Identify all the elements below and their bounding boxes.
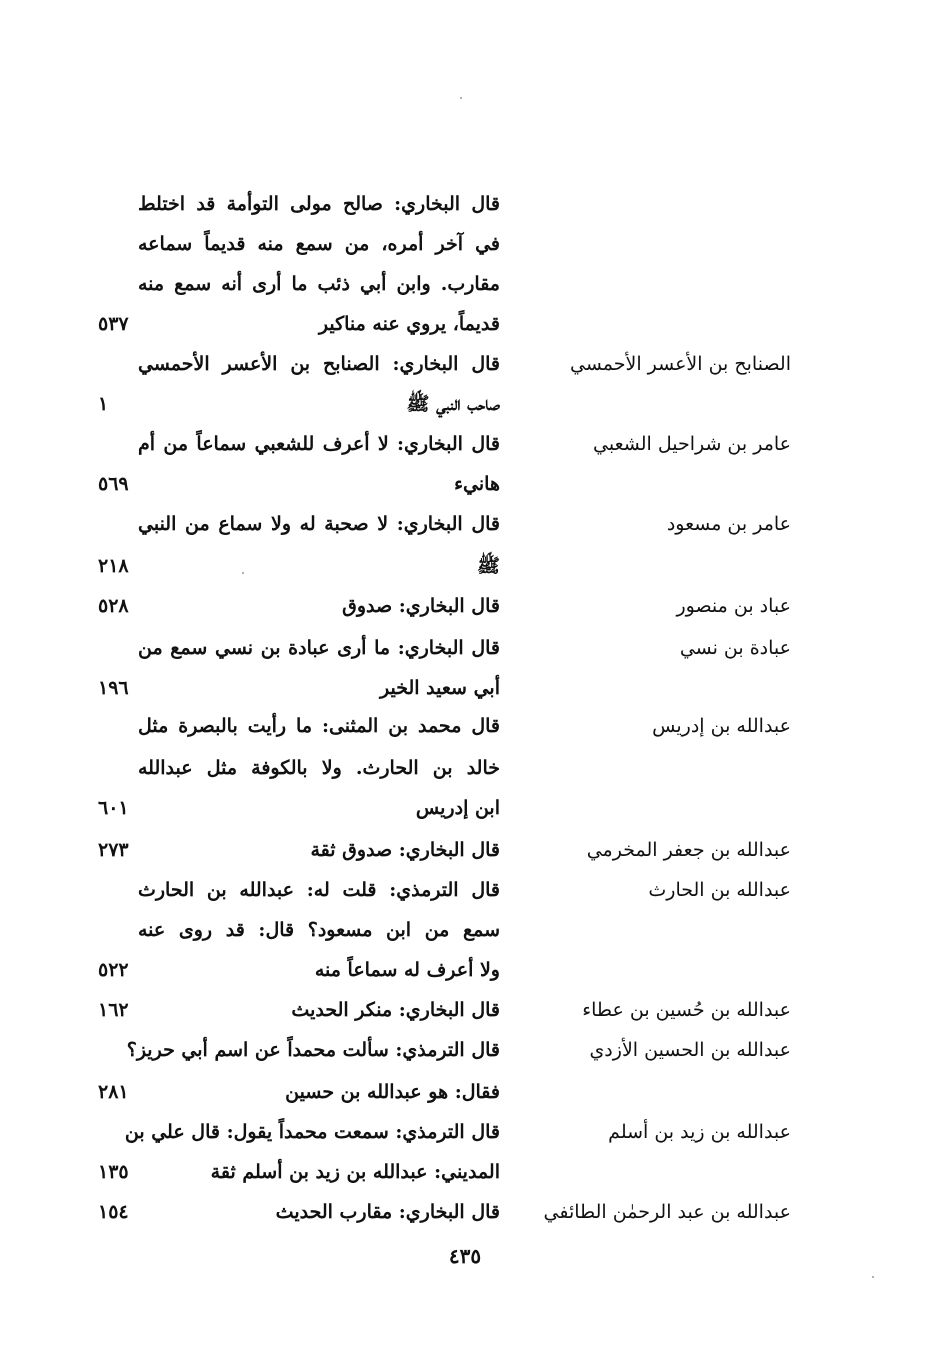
scan-speck xyxy=(242,572,244,574)
narrator-name: الصنابح بن الأعسر الأحمسي xyxy=(569,353,791,375)
reference-number: ٦٠١ xyxy=(98,797,129,819)
reference-number: ٥٢٢ xyxy=(98,959,129,981)
narrator-name: عامر بن شراحيل الشعبي xyxy=(593,433,791,455)
reference-number: ٢٨١ xyxy=(98,1081,129,1103)
quote-line: قال البخاري: لا صحبة له ولا سماع من النبي xyxy=(138,513,500,535)
quote-line: المديني: عبدالله بن زيد بن أسلم ثقة xyxy=(210,1161,500,1183)
reference-number: ٥٣٧ xyxy=(98,313,129,335)
reference-number: ١٦٢ xyxy=(98,999,129,1021)
narrator-name: عبدالله بن الحارث xyxy=(648,879,791,901)
quote-line: قال البخاري: صدوق xyxy=(342,595,500,617)
narrator-name: عبدالله بن عبد الرحمٰن الطائفي xyxy=(543,1201,791,1223)
quote-line: مقارب. وابن أبي ذئب ما أرى أنه سمع منه xyxy=(138,273,500,295)
quote-line: قال البخاري: ما أرى عبادة بن نسي سمع من xyxy=(138,637,500,659)
quote-line: هانيء xyxy=(454,473,500,495)
reference-number: ١٩٦ xyxy=(98,677,129,699)
reference-number: ٢٧٣ xyxy=(98,839,129,861)
page-number: ٤٣٥ xyxy=(448,1244,482,1268)
narrator-name: عباد بن منصور xyxy=(676,595,791,617)
reference-number: ١٣٥ xyxy=(98,1161,129,1183)
quote-line: قال الترمذي: سمعت محمداً يقول: قال علي بن xyxy=(124,1121,500,1143)
quote-line: أبي سعيد الخير xyxy=(380,677,500,699)
reference-number: ٥٢٨ xyxy=(98,595,129,617)
quote-line: قال البخاري: صدوق ثقة xyxy=(310,839,500,861)
reference-number: ١٥٤ xyxy=(98,1201,129,1223)
quote-line: صاحب النبي ﷺ xyxy=(406,393,500,415)
quote-line: ولا أعرف له سماعاً منه xyxy=(314,959,500,981)
narrator-name: عبدالله بن الحسين الأزدي xyxy=(589,1039,791,1061)
scan-speck xyxy=(872,1276,874,1278)
scan-speck xyxy=(460,97,462,99)
quote-line: قال البخاري: مقارب الحديث xyxy=(275,1201,500,1223)
narrator-name: عبدالله بن جعفر المخرمي xyxy=(586,839,791,861)
quote-line: سمع من ابن مسعود؟ قال: قد روى عنه xyxy=(138,919,500,941)
quote-line: قديماً، يروي عنه مناكير xyxy=(318,313,500,335)
quote-line: قال البخاري: لا أعرف للشعبي سماعاً من أم xyxy=(138,433,500,455)
quote-line: قال البخاري: صالح مولى التوأمة قد اختلط xyxy=(138,193,500,215)
quote-line: قال البخاري: الصنابح بن الأعسر الأحمسي xyxy=(138,353,500,375)
quote-line: خالد بن الحارث. ولا بالكوفة مثل عبدالله xyxy=(138,757,500,779)
quote-line: فقال: هو عبدالله بن حسين xyxy=(285,1081,500,1103)
narrator-name: عامر بن مسعود xyxy=(666,513,791,535)
quote-line: قال الترمذي: قلت له: عبدالله بن الحارث xyxy=(138,879,500,901)
quote-line: قال الترمذي: سألت محمداً عن اسم أبي حريز؟ xyxy=(126,1039,500,1061)
quote-line: ﷺ xyxy=(477,555,500,577)
quote-line: في آخر أمره، من سمع منه قديماً سماعه xyxy=(138,233,500,255)
narrator-name: عبدالله بن إدريس xyxy=(652,715,791,737)
reference-number: ١ xyxy=(98,393,109,415)
reference-number: ٢١٨ xyxy=(98,555,129,577)
quote-line: قال البخاري: منكر الحديث xyxy=(291,999,500,1021)
reference-number: ٥٦٩ xyxy=(98,473,129,495)
narrator-name: عبدالله بن زيد بن أسلم xyxy=(608,1121,791,1143)
quote-line: قال محمد بن المثنى: ما رأيت بالبصرة مثل xyxy=(138,715,500,737)
narrator-name: عبدالله بن حُسين بن عطاء xyxy=(582,999,791,1021)
quote-line: ابن إدريس xyxy=(415,797,500,819)
narrator-name: عبادة بن نسي xyxy=(679,637,791,659)
